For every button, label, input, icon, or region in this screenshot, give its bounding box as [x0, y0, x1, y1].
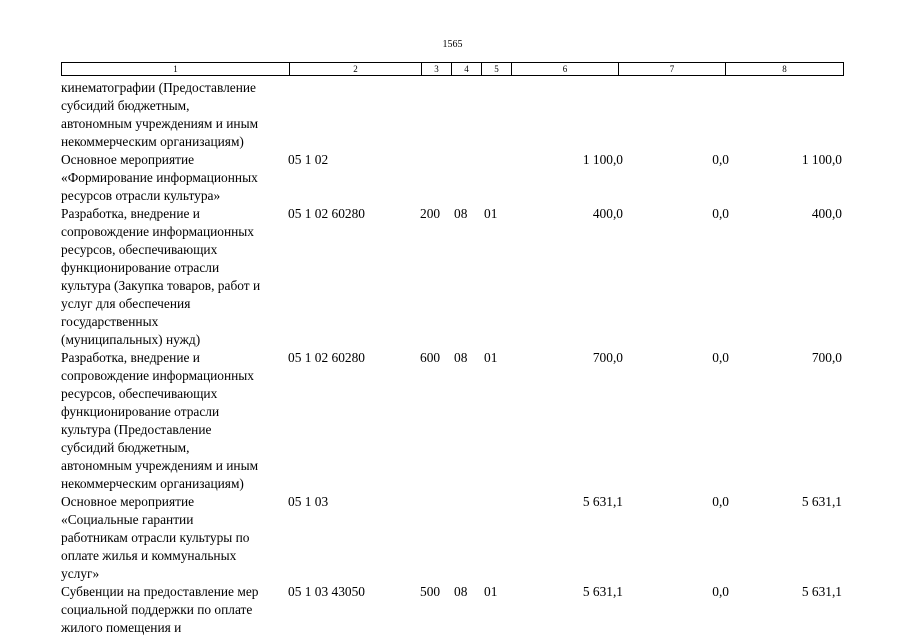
budget-code: 05 1 02: [288, 152, 329, 167]
row-name-line: Разработка, внедрение и: [61, 206, 200, 221]
row-name-line: социальной поддержки по оплате: [61, 602, 253, 617]
budget-code: 05 1 03 43050: [288, 584, 365, 599]
row-name-line: услуг для обеспечения: [61, 296, 191, 311]
budget-code: 05 1 03: [288, 494, 329, 509]
amount-col8: 700,0: [811, 350, 842, 365]
row-name-line: (муниципальных) нужд): [61, 332, 201, 347]
row-name-line: некоммерческим организациям): [61, 476, 244, 491]
row-name-line: ресурсов, обеспечивающих: [61, 386, 218, 401]
row-name-line: услуг»: [61, 566, 100, 581]
column-header: 7: [618, 63, 725, 75]
expense-type: 600: [420, 350, 441, 365]
row-name: [61, 79, 289, 151]
section-code: 08: [454, 350, 468, 365]
row-name-line: автономным учреждениям и иным: [61, 116, 259, 131]
amount-col6: 5 631,1: [582, 494, 623, 509]
amount-col8: 1 100,0: [801, 152, 842, 167]
amount-col7: 0,0: [712, 350, 729, 365]
row-name: [61, 493, 289, 583]
row-name-line: ресурсов отрасли культура»: [61, 188, 221, 203]
row-name-line: субсидий бюджетным,: [61, 98, 190, 113]
row-name-line: ресурсов, обеспечивающих: [61, 242, 218, 257]
row-name: [61, 205, 289, 349]
expense-type: 200: [420, 206, 441, 221]
row-name-line: оплате жилья и коммунальных: [61, 548, 237, 563]
row-name-line: некоммерческим организациям): [61, 134, 244, 149]
row-name-line: субсидий бюджетным,: [61, 440, 190, 455]
amount-col7: 0,0: [712, 206, 729, 221]
row-name-line: сопровождение информационных: [61, 224, 254, 239]
amount-col7: 0,0: [712, 584, 729, 599]
amount-col8: 5 631,1: [801, 584, 842, 599]
amount-col6: 1 100,0: [582, 152, 623, 167]
table-header: [61, 62, 844, 76]
amount-col6: 5 631,1: [582, 584, 623, 599]
row-name-line: автономным учреждениям и иным: [61, 458, 259, 473]
column-header: 1: [173, 64, 178, 74]
section-code: 08: [454, 206, 468, 221]
amount-col7: 0,0: [712, 152, 729, 167]
row-name-line: Субвенции на предоставление мер: [61, 584, 259, 599]
column-header: 4: [451, 63, 481, 75]
row-name: [61, 151, 289, 205]
row-name-line: «Социальные гарантии: [61, 512, 194, 527]
budget-code: 05 1 02 60280: [288, 350, 365, 365]
row-name-line: культура (Предоставление: [61, 422, 212, 437]
expense-type: 500: [420, 584, 441, 599]
row-name: [61, 349, 289, 493]
amount-col6: 700,0: [592, 350, 623, 365]
amount-col6: 400,0: [592, 206, 623, 221]
subsection-code: 01: [484, 350, 498, 365]
page-number: 1565: [442, 39, 463, 50]
row-name-line: кинематографии (Предоставление: [61, 80, 257, 95]
budget-code: 05 1 02 60280: [288, 206, 365, 221]
row-name-line: культура (Закупка товаров, работ и: [61, 278, 261, 293]
row-name-line: функционирование отрасли: [61, 404, 220, 419]
column-header: 2: [289, 63, 421, 75]
amount-col8: 5 631,1: [801, 494, 842, 509]
column-header: 8: [725, 63, 843, 75]
subsection-code: 01: [484, 584, 498, 599]
amount-col7: 0,0: [712, 494, 729, 509]
row-name-line: работникам отрасли культуры по: [61, 530, 250, 545]
row-name-line: «Формирование информационных: [61, 170, 258, 185]
amount-col8: 400,0: [811, 206, 842, 221]
row-name-line: Основное мероприятие: [61, 152, 195, 167]
column-header: 6: [511, 63, 618, 75]
subsection-code: 01: [484, 206, 498, 221]
row-name-line: жилого помещения и: [61, 620, 182, 635]
row-name-line: функционирование отрасли: [61, 260, 220, 275]
row-name-line: Разработка, внедрение и: [61, 350, 200, 365]
row-name: [61, 583, 289, 637]
row-name-line: Основное мероприятие: [61, 494, 195, 509]
column-header: 5: [481, 63, 511, 75]
row-name-line: сопровождение информационных: [61, 368, 254, 383]
row-name-line: государственных: [61, 314, 159, 329]
column-header: 3: [421, 63, 451, 75]
section-code: 08: [454, 584, 468, 599]
